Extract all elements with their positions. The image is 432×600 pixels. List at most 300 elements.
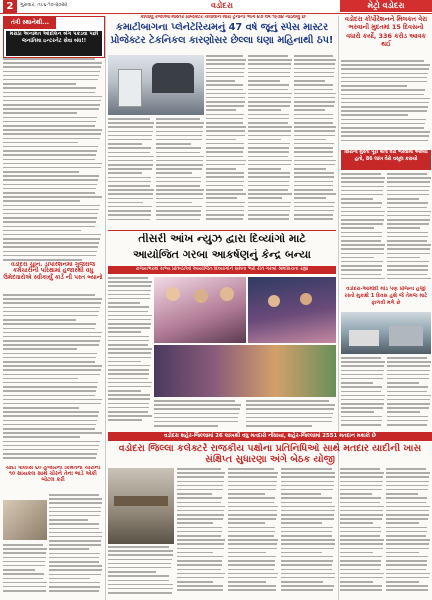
text-line [177,581,213,583]
text-line [248,143,290,145]
text-line [341,198,373,200]
text-line [281,522,322,524]
text-line [3,184,97,186]
right-story2-text-b [387,357,431,430]
text-line [3,552,46,554]
text-line [294,168,326,170]
text-line [341,378,383,380]
text-line [177,502,221,504]
text-line [156,219,200,221]
text-line [387,365,430,367]
text-line [341,190,383,192]
text-line [3,298,102,300]
text-line [246,408,334,410]
text-line [387,370,430,372]
text-line [228,472,278,474]
text-line [281,472,335,474]
text-line [49,557,99,559]
text-line [3,58,95,60]
text-line [281,543,335,545]
bottom-col1 [108,546,174,598]
text-line [387,403,430,405]
text-line [3,138,100,140]
text-line [248,122,288,124]
text-line [108,373,149,375]
top-story-headline: કમાટીબાગના પ્લેનેટેરિયમનું 47 વર્ષ જૂનું સ્પેસ માસ્ટર પ્રોજેક્ટર ટેકનિકલ કારણોસર છેલ્લા ઘણા મહિનાથી ઠપ! [110,22,334,46]
text-line [49,519,88,521]
text-line [341,106,428,108]
top-story-kicker: કાલાલુ રજાઓ માસ્તર પ્રોજેક્ટર ચલાવીને મારા ટ્રેનોની ભાગ ૪૭ વર્ષે ૧૯૭૪ ગોઠવણું છે [140,15,306,20]
text-line [248,118,289,120]
text-line [386,573,430,575]
text-line [3,432,102,434]
text-line [340,468,380,470]
text-line [108,302,140,304]
text-line [3,428,95,430]
text-line [294,59,336,61]
text-line [294,93,336,95]
text-line [341,365,384,367]
text-line [294,135,335,137]
text-line [281,489,333,491]
text-line [108,168,152,170]
text-line [177,539,225,541]
text-line [294,126,336,128]
text-line [387,215,430,217]
text-line [3,319,76,321]
text-line [108,311,148,313]
text-line [156,202,192,204]
text-line [294,63,335,65]
text-line [108,281,152,283]
text-line [228,493,265,495]
text-line [177,560,222,562]
text-line [386,502,426,504]
right-story2-text-a [341,357,385,430]
text-line [340,543,383,545]
text-line [294,197,326,199]
text-line [341,173,381,175]
text-line [108,160,153,162]
text-line [387,269,428,271]
text-line [386,543,429,545]
text-line [248,68,291,70]
text-line [248,80,280,82]
text-line [3,453,97,455]
text-line [206,218,243,220]
text-line [387,173,427,175]
left-story3-text [49,494,103,598]
text-line [340,481,383,483]
text-line [387,278,431,280]
text-line [386,560,427,562]
text-line [340,522,373,524]
text-line [108,298,150,300]
text-line [341,211,385,213]
text-line [49,548,89,550]
text-line [3,200,80,202]
text-line [248,72,290,74]
text-line [3,117,97,119]
text-line [341,177,385,179]
text-line [3,365,102,367]
text-line [108,575,169,577]
text-line [156,139,202,141]
text-line [248,76,290,78]
text-line [281,573,335,575]
text-line [108,390,141,392]
text-line [341,64,430,66]
text-line [156,168,202,170]
text-line [294,114,333,116]
text-line [108,135,152,137]
editorial-headline: મરાઠા અનામત આંદોલન બેગ પકડવા પછી જનાંતિમા ઇન્ટરનેટ સેવા બંધ!! [6,31,102,56]
text-line [3,561,45,563]
text-line [294,151,333,153]
text-line [3,234,101,236]
text-line [387,186,430,188]
text-line [248,202,291,204]
text-line [248,189,288,191]
text-line [206,139,236,141]
text-line [341,278,385,280]
text-line [341,131,430,133]
text-line [177,489,223,491]
text-line [387,232,428,234]
text-line [108,567,171,569]
text-line [206,185,243,187]
text-line [386,552,419,554]
text-line [49,515,100,517]
text-line [341,202,382,204]
text-line [248,135,291,137]
text-line [228,527,275,529]
text-line [341,140,428,142]
text-line [156,210,201,212]
text-line [228,548,277,550]
text-line [281,493,321,495]
text-line [340,552,373,554]
text-line [386,476,429,478]
text-line [108,382,152,384]
text-line [294,118,333,120]
text-line [281,468,332,470]
text-line [341,102,429,104]
text-line [340,573,384,575]
text-line [387,424,427,426]
text-line [3,230,81,232]
text-line [108,277,148,279]
text-line [108,139,152,141]
text-line [206,126,246,128]
text-line [281,585,334,587]
text-line [177,577,224,579]
text-line [206,122,243,124]
text-line [3,403,101,405]
text-line [108,315,152,317]
text-line [387,382,419,384]
text-line [228,485,276,487]
bottom-col2 [177,468,225,598]
text-line [3,175,99,177]
text-line [3,196,102,198]
text-line [387,407,429,409]
text-line [386,468,426,470]
text-line [387,244,431,246]
text-line [108,419,142,421]
text-line [387,391,427,393]
text-line [341,244,385,246]
text-line [341,77,427,79]
text-line [108,193,153,195]
text-line [386,539,430,541]
text-line [294,105,334,107]
text-line [3,449,98,451]
text-line [108,118,150,120]
left-story2-headline: વડોદરા ચુનિ. ડાંપોરેશનમાં ગુજરાજ કર્મચારીની પરિક્ષામાં હજારથી વધુ ઉમેદવારોએ સ્વીકાર્યું કાર્ડ ની પરત બ્યાનો [3,262,103,281]
text-line [341,382,373,384]
text-line [3,167,101,169]
text-line [206,55,243,57]
text-line [228,497,275,499]
text-line [3,163,102,165]
text-line [108,592,172,594]
text-line [177,527,222,529]
text-line [248,109,281,111]
text-line [294,139,326,141]
text-line [206,181,244,183]
text-line [340,472,384,474]
text-line [281,577,335,579]
text-line [177,531,222,533]
text-line [341,411,374,413]
text-line [49,544,101,546]
text-line [206,59,246,61]
text-line [3,557,46,559]
text-line [154,413,239,415]
text-line [206,189,243,191]
text-line [340,527,381,529]
text-line [3,590,46,592]
text-line [281,539,335,541]
text-line [228,564,275,566]
masthead [0,0,432,14]
text-line [248,151,289,153]
text-line [246,413,333,415]
text-line [206,143,244,145]
text-line [49,586,100,588]
text-line [3,445,99,447]
text-line [281,506,335,508]
text-line [294,206,334,208]
text-line [49,574,101,576]
text-line [156,160,203,162]
text-line [248,181,289,183]
top-story-col1 [108,118,154,226]
text-line [341,127,424,129]
editorial-kicker: તંત્રી સ્થાનેથી... [4,17,56,29]
text-line [3,100,101,102]
text-line [206,172,244,174]
text-line [108,198,153,200]
bottom-col3 [228,468,278,598]
text-line [294,122,333,124]
text-line [387,416,428,418]
text-line [340,514,383,516]
text-line [387,357,427,359]
text-line [248,147,289,149]
text-line [177,481,224,483]
text-line [228,506,278,508]
text-line [206,214,244,216]
text-line [3,294,95,296]
text-line [3,251,97,253]
text-line [294,109,325,111]
text-line [294,160,336,162]
text-line [3,573,44,575]
text-line [341,73,428,75]
text-line [228,531,275,533]
text-line [387,219,430,221]
text-line [340,581,373,583]
text-line [386,493,418,495]
text-line [248,156,288,158]
text-line [294,218,333,220]
text-line [3,226,95,228]
text-line [386,527,427,529]
text-line [3,336,101,338]
text-line [341,274,381,276]
text-line [49,502,102,504]
text-line [206,176,244,178]
text-line [108,214,151,216]
text-line [3,150,97,152]
text-line [206,97,245,99]
text-line [281,497,332,499]
text-line [177,589,223,591]
mid-story-photo-1 [154,277,246,343]
text-line [49,494,99,496]
text-line [248,160,292,162]
text-line [154,400,235,402]
text-line [177,518,223,520]
text-line [387,374,429,376]
text-line [108,546,169,548]
city-label: વડોદરા [211,1,233,10]
text-line [340,535,380,537]
text-line [340,539,384,541]
text-line [228,518,276,520]
text-line [156,152,200,154]
text-line [281,560,333,562]
text-line [108,164,153,166]
text-line [3,332,102,334]
text-line [341,370,384,372]
text-line [341,89,425,91]
text-line [156,185,200,187]
right-box-text-b [387,173,431,283]
text-line [3,246,98,248]
text-line [340,560,381,562]
text-line [3,192,95,194]
text-line [340,510,383,512]
text-line [341,181,384,183]
text-line [294,172,334,174]
text-line [156,147,201,149]
text-line [177,510,224,512]
text-line [206,210,244,212]
text-line [281,518,334,520]
text-line [386,569,426,571]
text-line [387,361,431,363]
text-line [294,214,333,216]
text-line [341,223,383,225]
text-line [341,407,383,409]
text-line [228,522,265,524]
text-line [108,306,149,308]
mid-story-headline-2: આયોજિત ગરબા આકર્ષણનું કેન્દ્ર બન્યા [132,249,312,261]
text-line [387,378,429,380]
text-line [49,507,101,509]
text-line [294,76,334,78]
text-line [248,55,288,57]
text-line [108,319,151,321]
text-line [3,79,98,81]
text-line [294,156,333,158]
text-line [248,93,292,95]
text-line [3,578,43,580]
text-line [3,121,96,123]
text-line [281,564,332,566]
text-line [294,55,333,57]
text-line [156,143,191,145]
text-line [248,206,290,208]
text-line [341,399,384,401]
text-line [248,164,291,166]
text-line [108,285,151,287]
text-line [3,457,96,459]
text-line [294,72,334,74]
text-line [108,323,151,325]
text-line [3,125,95,127]
text-line [177,476,224,478]
text-line [177,548,224,550]
text-line [3,242,99,244]
text-line [248,210,290,212]
text-line [3,378,78,380]
text-line [341,207,381,209]
text-line [294,80,325,82]
text-line [248,172,290,174]
text-line [341,420,382,422]
text-line [386,481,429,483]
text-line [156,181,201,183]
text-line [3,75,99,77]
text-line [281,581,323,583]
text-line [294,68,335,70]
text-line [3,159,95,161]
text-line [206,109,236,111]
text-line [177,564,222,566]
text-line [3,411,99,413]
text-line [177,543,224,545]
text-line [386,531,427,533]
text-line [248,218,289,220]
text-line [108,336,149,338]
text-line [3,311,99,313]
text-line [228,514,277,516]
text-line [154,421,238,423]
